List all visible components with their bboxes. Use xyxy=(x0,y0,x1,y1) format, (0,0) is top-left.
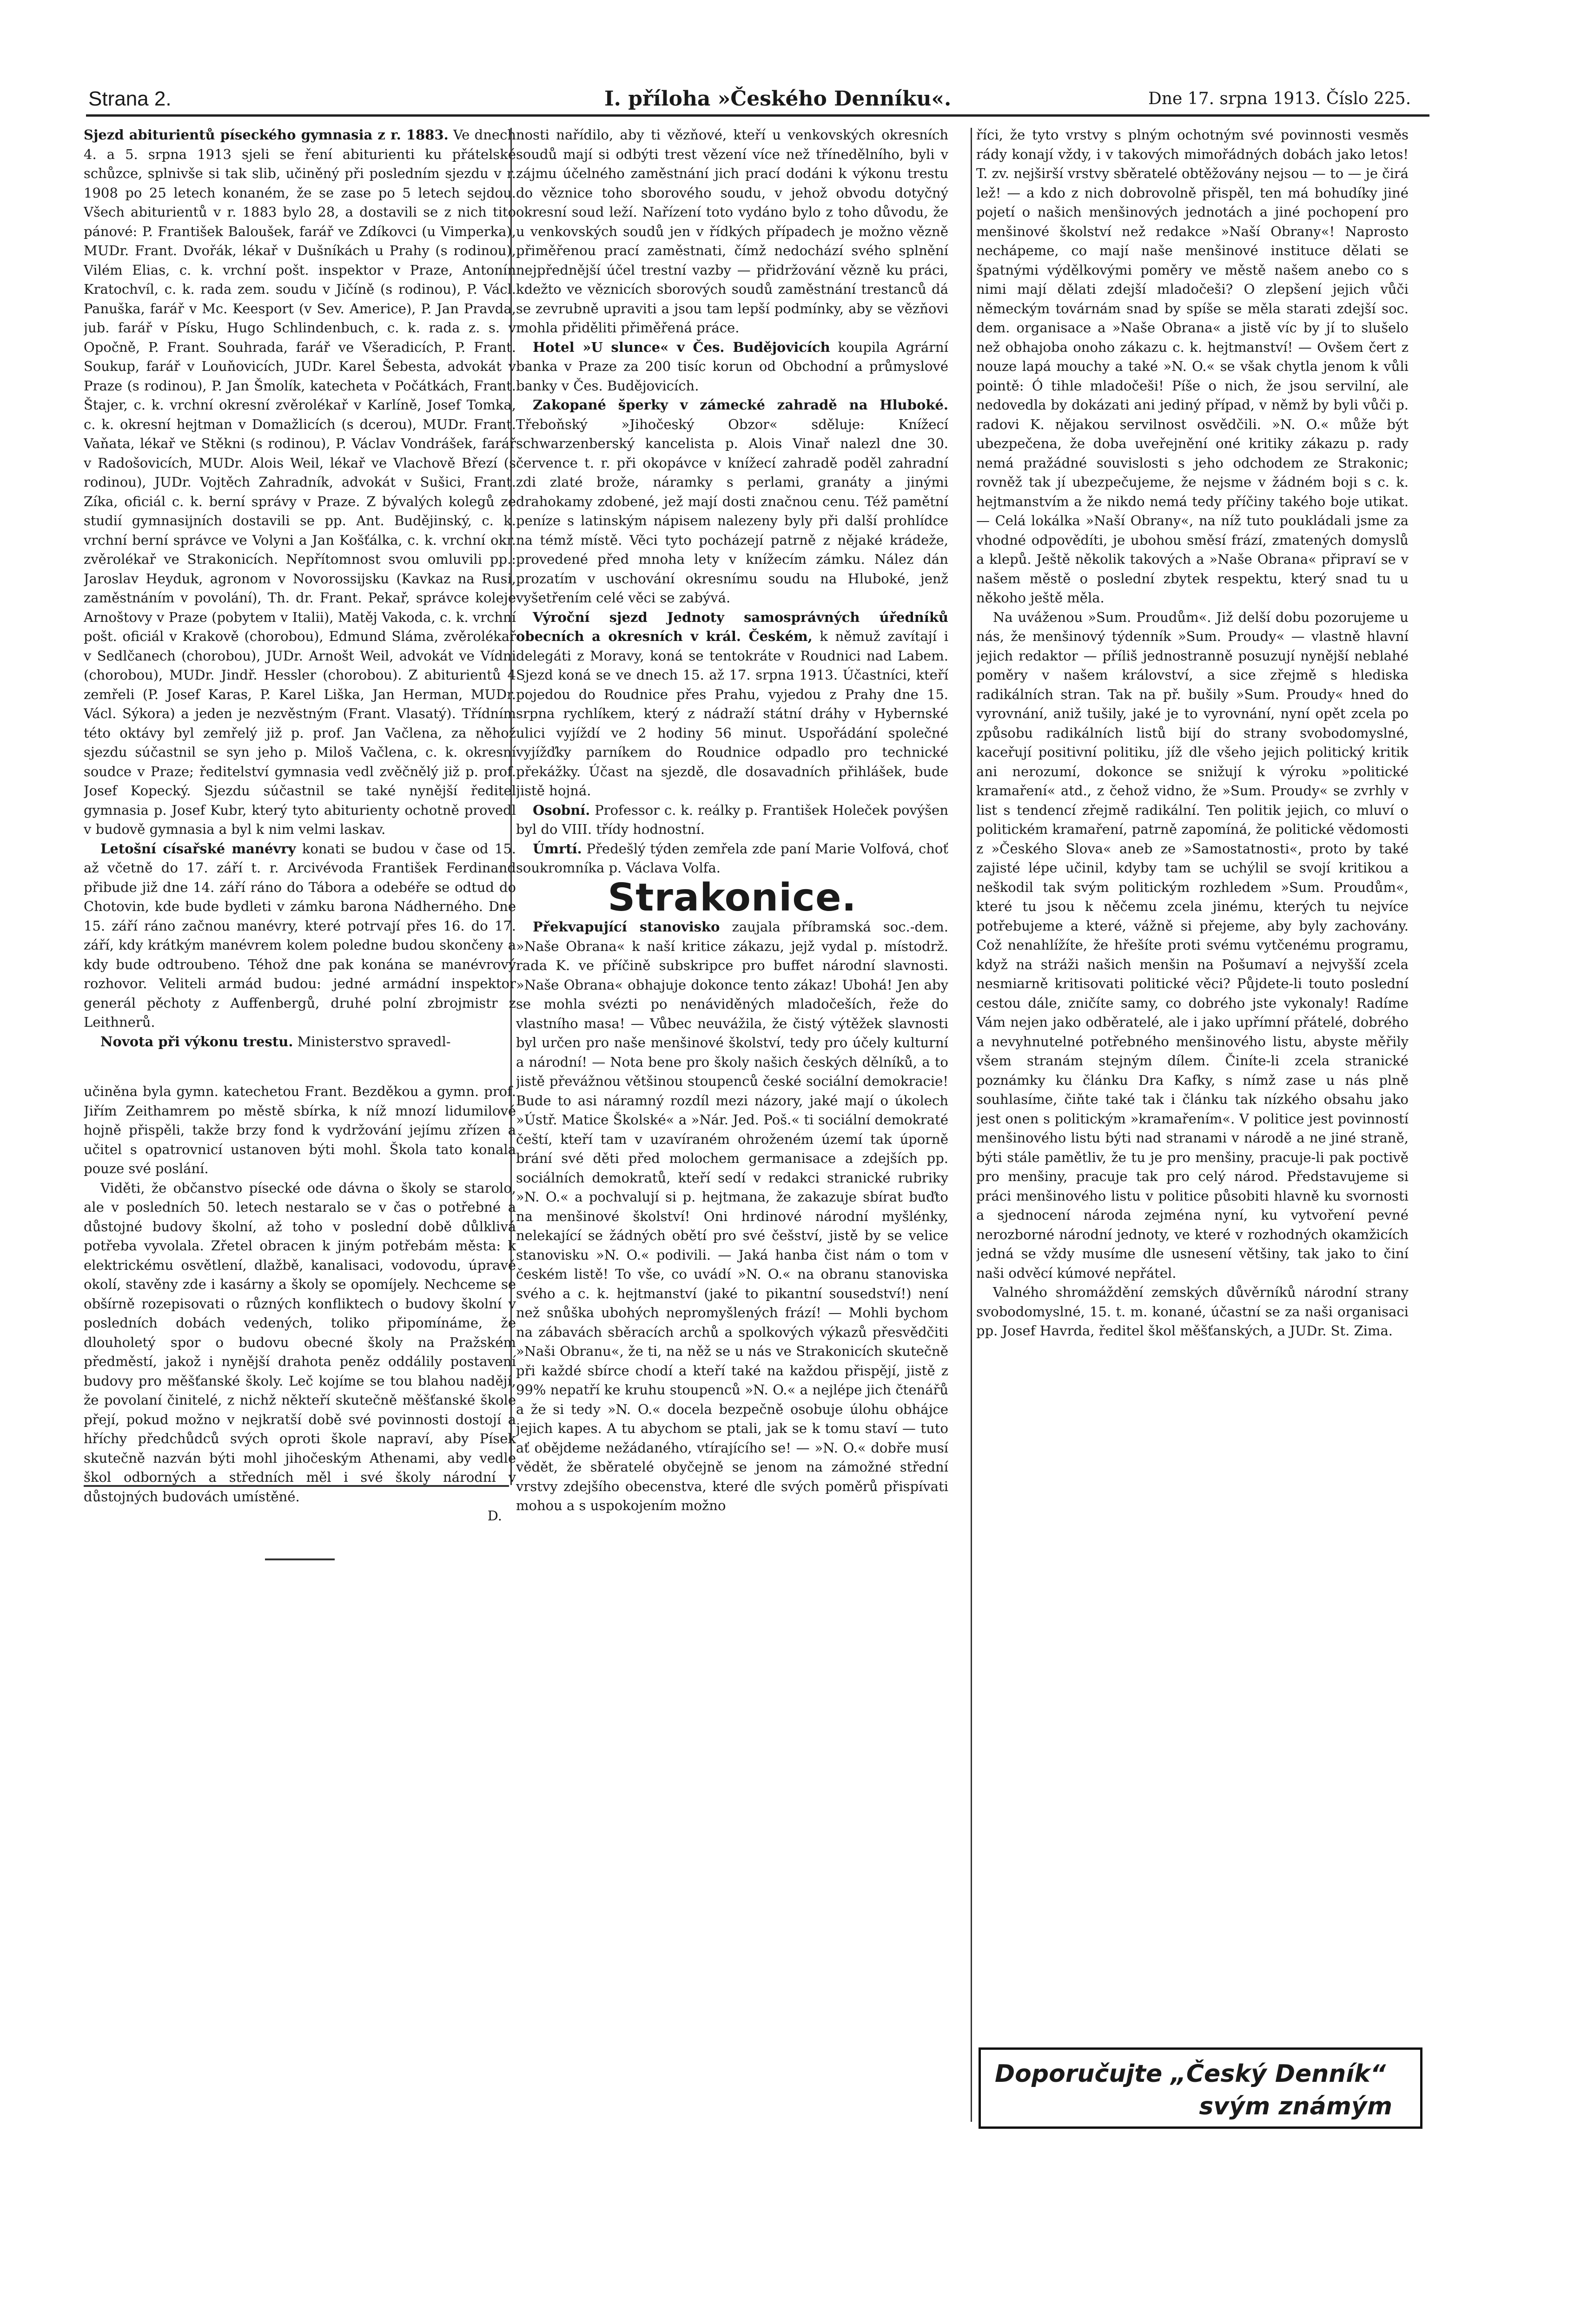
article-headline: Úmrtí. xyxy=(533,840,582,857)
column-break-rule xyxy=(84,1485,509,1487)
article-headline: Zakopané šperky v zámecké zahradě na Hluboké. xyxy=(533,397,948,413)
article-author: D. xyxy=(487,1508,502,1524)
end-dashes xyxy=(265,1558,335,1560)
advertisement-box xyxy=(979,2047,1422,2129)
article-buried-jewels xyxy=(516,396,948,608)
article-personal xyxy=(516,801,948,839)
section-title-strakonice: Strakonice. xyxy=(608,875,857,920)
article-headline: Výroční sjezd Jednoty samosprávných úředníků obecních a okresních v král. Českém, xyxy=(516,609,948,644)
article-headline: Sjezd abiturientů píseckého gymnasia z r. 1883. xyxy=(84,127,449,143)
column-1 xyxy=(84,125,516,1961)
column-divider xyxy=(971,128,972,2122)
article-death xyxy=(516,839,948,878)
issue-date: Dne 17. srpna 1913. Číslo 225. xyxy=(1148,89,1411,108)
article-headline: Letošní císařské manévry xyxy=(100,840,296,857)
article-body: konati se budou v čase od 15. až včetně do 17. září t. r. Arcivévoda František Ferdinand přibude již dne 14. září ráno do Tábora a odebéře se odtud do Chotovin, kde bude bydleti v zámku barona Nádherného. Dne 15. září ráno začnou manévry, které potrvají přes 16. do 17. září, kdy krátkým manévrem kolem poledne budou skončeny a kdy bude odtroubeno. Téhož dne pak konána se manévrový rozhovor. Veliteli armád budou: jedné armádní inspektor generál pěchoty z Auffenbergů, druhé polní zbrojmistr z Leithnerů. xyxy=(84,840,516,1030)
article-hotel-sold xyxy=(516,338,948,396)
article-surprising-stance xyxy=(516,918,948,1516)
article-body: Professor c. k. reálky p. František Holeček povýšen byl do VIII. třídy hodnostní. xyxy=(516,802,948,837)
ad-line-2: svým známým xyxy=(1199,2093,1392,2120)
article-body: Ve dnech 4. a 5. srpna 1913 sjeli se ření abiturienti ku přátelské schůzce, splnivše si tak slib, učiněný při posledním sjezdu v r. 1908 po 25 letech konaném, že se zase po 5 letech sejdou. Všech abiturientů v r. 1883 bylo 28, a dostavili se z nich tito pánové: P. František Baloušek, farář ve Zdíkovci (u Vimperka), MUDr. Frant. Dvořák, lékař v Dušníkách u Prahy (s rodinou), Vilém Elias, c. k. vrchní pošt. inspektor v Praze, Antonín Kratochvíl, c. k. rada zem. soudu v Jičíně (s rodinou), P. Václ. Panuška, farář v Mc. Keesport (v Sev. Americe), P. Jan Pravda, jub. farář v Písku, Hugo Schlindenbuch, c. k. rada z. s. v Opočně, P. Frant. Souhrada, farář ve Všeradicích, P. Frant. Soukup, farář v Louňovicích, JUDr. Karel Šebesta, advokát v Praze (s rodinou), P. Jan Šmolík, katecheta v Počátkách, Frant. Štajer, c. k. vrchní okresní zvěrolékař v Karlíně, Josef Tomka, c. k. okresní hejtman v Domažlicích (s dcerou), MUDr. Frant. Vaňata, lékař ve Stěkni (s rodinou), P. Václav Vondrášek, farář v Radošovicích, MUDr. Alois Weil, lékař ve Vlachově Březí (s rodinou), JUDr. Vojtěch Zahradník, advokát v Sušici, Frant. Zíka, oficiál c. k. berní správy v Praze. Z bývalých kolegů ze studií gymnasijních dostavili se pp. Ant. Budějinský, c. k. vrchní berní správce ve Volyni a Jan Košťálka, c. k. vrchní okr. zvěrolékař ve Strakonicích. Nepřítomnost svou omluvili pp.: Jaroslav Heyduk, agronom v Novorossijsku (Kavkaz na Rusi, zaměstnáním v povolání), Th. dr. Frant. Pekař, správce koleje Arnoštovy v Praze (pobytem v Italii), Matěj Vakoda, c. k. vrchní pošt. oficiál v Krakově (chorobou), Edmund Sláma, zvěrolékař v Sedlčanech (chorobou), JUDr. Arnošt Weil, advokát ve Vídni (chorobou), MUDr. Jindř. Hessler (chorobou). Z abiturientů 4 zemřeli (P. Josef Karas, P. Karel Liška, Jan Herman, MUDr. Václ. Sýkora) a jeden je nezvěstným (Frant. Vlasatý). Třídním této oktávy byl zemřelý již p. prof. Jan Vačlena, za něhož sjezdu súčastnil se syn jeho p. Miloš Vačlena, c. k. okresní soudce v Praze; ředitelství gymnasia vedl zvěčnělý již p. prof. Josef Kopecký. Sjezdu súčastnil se také nynější ředitel gymnasia p. Josef Kubr, který tyto abiturienty ochotně provedl v budově gymnasia a byl k nim velmi laskav. xyxy=(84,127,516,837)
article-headline: Hotel »U slunce« v Čes. Budějovicích xyxy=(533,339,830,355)
ad-line-1: Doporučujte „Český Denník“ xyxy=(995,2060,1386,2088)
article-officials-congress xyxy=(516,608,948,801)
article-prison-continued: nosti nařídilo, aby ti vězňové, kteří u venkovských okresních soudů mají si odbýti trest vězení více než třínedělního, byli v zájmu účelného zaměstnání jich prací dodáni k výkonu trestu do věznice toho sborového soudu, v jehož obvodu dotyčný okresní soud leží. Nařízení toto vydáno bylo z toho důvodu, že u venkovských soudů jen v řídkých případech je možno vězně přiměřenou prací zaměstnati, čímž nedochází svého splnění nejpřednější účel trestní vazby — přidržování vězně ku práci, kdežto ve věznicích sborových soudů zaměstnání trestanců dá se zevrubně upraviti a jsou tam lepší podmínky, aby se vězňovi mohla přiděliti přiměřená práce. xyxy=(516,127,948,336)
header-rule xyxy=(86,114,1429,117)
article-headline: Novota při výkonu trestu. xyxy=(100,1033,293,1050)
article-headline: Osobní. xyxy=(533,802,590,818)
supplement-title: I. příloha »Českého Denníku«. xyxy=(604,87,952,111)
article-body: k němuž zavítají i delegáti z Moravy, koná se tentokráte v Roudnici nad Labem. Sjezd koná se ve dnech 15. až 17. srpna 1913. Účastníci, kteří pojedou do Roudnice přes Prahu, vyjedou z Prahy dne 15. srpna rychlíkem, který z nádraží státní dráhy v Hybernské ulici vyjíždí ve 2 hodiny 56 minut. Uspořádání společné vyjížďky parníkem do Roudnice odpadlo pro technické překážky. Účast na sjezdě, dle dosavadních přihlášek, bude jistě hojná. xyxy=(516,628,948,799)
article-maneuvers xyxy=(84,839,516,1032)
article-headline: Překvapující stanovisko xyxy=(533,919,720,935)
article-stance-continued: říci, že tyto vrstvy s plným ochotným své povinnosti vesměs rády konají vždy, i v takových mimořádných dobách jako letos! T. zv. nejširší vrstvy sběratelé obtěžovány nejsou — to — je čirá lež! — a kdo z nich dobrovolně přispěl, ten má bohudíky jiné pojetí o našich menšinových jednotách a jiné pochopení pro menšinové školství než redakce »Naší Obrany«! Naprosto nechápeme, co mají naše menšinové instituce dělati se špatnými výdělkovými poměry ve městě našem anebo co s nimi mají dělati zdejší mladočeši? O zlepšení jejich vůči německým továrnám snad by spíše se měla starati zdejší soc. dem. organisace a »Naše Obrana« a jistě víc by jí to slušelo než obhajoba onoho zákazu c. k. hejtmanství! — Ovšem čert z nouze lapá mouchy a také »N. O.« se však chytla jenom k vůli pointě: Ó tihle mladočeši! Píše o nich, že jsou servilní, ale nedovedla by dokázati ani jediný případ, v němž by byli vůči p. radovi K. nějakou servilnost osvědčili. »N. O.« může být ubezpečena, že doba uveřejnění oné kritiky zákazu p. rady nemá pražádné souvislosti s jeho odchodem ze Strakonic; rovněž tak jí ubezpečujeme, že nejsme v žádném boji s c. k. hejtmanstvím a že nikdo nemá tedy příčiny takého boje utikat. — Celá lokálka »Naší Obrany«, na níž tuto poukládali jsme za vhodné odpovědíti, je ubohou směsí frází, zmatených domyslů a klepů. Ještě několik takových a »Naše Obrana« připraví se v našem městě o poslední zbytek respektu, který snad tu u někoho ještě měla. xyxy=(976,127,1409,606)
page-number: Strana 2. xyxy=(88,87,172,110)
column-2 xyxy=(516,125,948,2124)
article-body: zaujala příbramská soc.-dem. »Naše Obrana« k naší kritice zákazu, jejž vydal p. místodrž. rada K. ve příčině subskripce pro buffet národní slavnosti. »Naše Obrana« obhajuje dokonce tento zákaz! Ubohá! Jen aby se mohla svézti po nenáviděných mladočeších, řeže do vlastního masa! — Vůbec neuvážila, že čistý výtěžek slavnosti byl určen pro naše menšinové školství, tedy pro účely kulturní a národní! — Nota bene pro školy našich českých dělníků, a to jistě převážnou většinou stoupenců české sociální demokracie! Bude to asi náramný rozdíl mezi názory, jaké mají o úkolech »Ústř. Matice Školské« a »Nár. Jed. Poš.« ti sociální demokraté čeští, kteří tam v uzavíraném ohroženém území tak úporně brání své děti před molochem germanisace a zdejších pp. sociálních demokratů, kteří sedí v redakci stranické rubriky »N. O.« a pochvalují si p. hejtmana, že zakazuje sbírat buďto na menšinové školství! Oni hrdinové národní myšlénky, nelekající se žádných obětí pro své češství, jistě by se velice stanovisku »N. O.« podivili. — Jaká hanba čist nám o tom v českém listě! To vše, co uvádí »N. O.« na obranu stanoviska svého a c. k. hejtmanství (jaké to pikantní sousedství!) není než snůška ubohých nepromyšlených frází! — Mohli bychom na zábavách sběracích archů a spolkových výkazů přesvědčiti »Naši Obranu«, že ti, na něž se u nás ve Strakonicích skutečně při každé sbírce chodí a kteří také na každou přispějí, jistě z 99% nepatří ke kruhu stoupenců »N. O.« a nejlépe jich čtenářů a že si tedy »N. O.« docela bezpečně osobuje úlohu obhájce jejich kapes. A tu abychom se ptali, jak se k tomu staví — tuto ať obějdeme nežádaného, vtírajícího se! — »N. O.« dobře musí vědět, že sběratelé obyčejně se jenom na zámožné střední vrstvy zdejšího obecenstva, které dle svých poměrů přispívati mohou a s uspokojením možno xyxy=(516,919,948,1513)
article-body: koupila Agrární banka v Praze za 200 tisíc korun od Obchodní a průmyslové banky v Čes. Budějovicích. xyxy=(516,339,948,394)
article-school-continued: učiněna byla gymn. katechetou Frant. Bezděkou a gymn. prof. Jiřím Zeithamrem po městě sbírka, k níž mnozí lidumilové hojně přispěli, takže brzy fond k vydržování jejímu zřízen a učitel s opatrovnicí ustanoven býti mohl. Škola tato konala pouze své poslání. xyxy=(84,1083,516,1176)
article-sum-proudy: Na uváženou »Sum. Proudům«. Již delší dobu pozorujeme u nás, že menšinový týdenník »Sum. Proudy« — vlastně hlavní jejich redaktor — příliš jednostranně posuzují nynější neblahé poměry v našem království, a sice zřejmě s hlediska radikálních stran. Tak na př. bušily »Sum. Proudy« hned do vyrovnání, aniž tušily, jaké je to vyrovnání, nyní opět zcela po způsobu radikálních listů bijí do strany svobodomyslné, kaceřují positivní politiku, jíž dle všeho jejich politický kritik ani nerozumí, dokonce se snižují k výroku »politické kramaření« atd., z čehož vidno, že »Sum. Proudy« se zvrhly v list s tendencí zřejmě radikální. Ten politik jejich, co mluví o politickém kramaření, patrně zapomíná, že politické vědomosti z »Českého Slova« aneb ze »Samostatnosti«, proto by také zajisté lépe učinil, kdyby tam se uchýlil se svojí kritikou a neškodil tak svým politickým rozhledem »Sum. Proudům«, které tu jsou k něčemu zcela jinému, kterých tu nejvíce potřebujeme a které, vážně si přejeme, aby byly zachovány. Což nenahlížíte, že hřešíte proti svému vytčenému programu, když na stráži našich menšin na Pošumaví a nejvyšší zcela nesmiarně kritisovati politické věci? Půjdete-li touto poslední cestou dále, zničíte samy, co dobrého jste vykonaly! Radíme Vám nejen jako odběratelé, ale i jako upřímní přátelé, dobrého a nevyhnutelné potřebného menšinového listu, abyste měřily všem stranám stejným dílem. Činíte-li zcela stranické poznámky ku článku Dra Kafky, s nímž zase u nás plně souhlasíme, čiňte také tak i článku tak nízkého obsahu jako jest onen s politickým »kramařením«. V politice jest povinností menšinového listu býti nad stranami v národě a ne jiné straně, býti stále pamětliv, že tu je pro menšiny, pracuje-li pak poctivě pro menšiny, pracuje tak pro celý národ. Představujeme si práci menšinového listu v politice působiti hlavně ku svornosti a sjednocení národa zejména nyní, ku vytvoření pevné nerozborné národní jednoty, ve které v rozhodných okamžicích jedná se vždy musíme dle usnesení většiny, tak jako to činí naši odvěcí kúmové nepřátel. xyxy=(976,609,1409,1281)
article-body: Třeboňský »Jihočeský Obzor« sděluje: Knížecí schwarzenberský kancelista p. Alois Vinař nalezl dne 30. července t. r. při okopávce v knížecí zahradě poděl zahradní zdi zlaté brože, náramky s perlami, granáty a jinými drahokamy zdobené, jež mají dosti značnou cenu. Též pamětní peníze s latinským nápisem nalezeny byly při další prohlídce na témž místě. Věci tyto pocházejí patrně z nějaké krádeže, provedené před mnoha lety v knížecím zámku. Nález dán prozatím v uschování okresnímu soudu na Hluboké, jenž vyšetřením celé věci se zabývá. xyxy=(516,416,948,606)
article-assembly: Valného shromáždění zemských důvěrníků národní strany svobodomyslné, 15. t. m. konané, účastní se za naši organisaci pp. Josef Havrda, ředitel škol měšťanských, a JUDr. St. Zima. xyxy=(976,1284,1409,1339)
article-body: Předešlý týden zemřela zde paní Marie Volfová, choť soukromníka p. Václava Volfa. xyxy=(516,840,948,876)
article-body: Ministerstvo spravedl- xyxy=(297,1033,451,1050)
article-prison-novelty xyxy=(84,1032,516,1052)
article-school-buildings: Viděti, že občanstvo písecké ode dávna o školy se starolo, ale v posledních 50. letech nestaralo se v čas o potřebné a důstojné budovy školní, až toho v poslední době důlklivá potřeba vyvolala. Zřetel obracen k jiným potřebám města: k elektrickému osvětlení, dlažbě, kanalisaci, vodovodu, úpravě okolí, stavěny zde i kasárny a školy se opomíjely. Nechceme se obšírně rozepisovati o různých konfliktech o budovy školní v posledních dobách vedených, toliko připomínáme, že dlouholetý spor o budovu obecné školy na Pražském předměstí, jakož i nynější drahota peněz oddálily postavení budovy pro měšťanské školy. Leč kojíme se tou blahou nadějí, že povolaní činitelé, z nichž někteří skutečně měšťanské škole přejí, pokud možno v nejkratší době své povinnosti dostojí a hříchy předchůdců svých oproti škole napraví, aby Písek skutečně nazván býti mohl jihočeským Athenami, aby vedle škol odborných a středních měl i své školy národní v důstojných budovách umístěné. xyxy=(84,1180,516,1505)
article-gymnasium-reunion xyxy=(84,125,516,839)
column-3 xyxy=(976,125,1409,2054)
